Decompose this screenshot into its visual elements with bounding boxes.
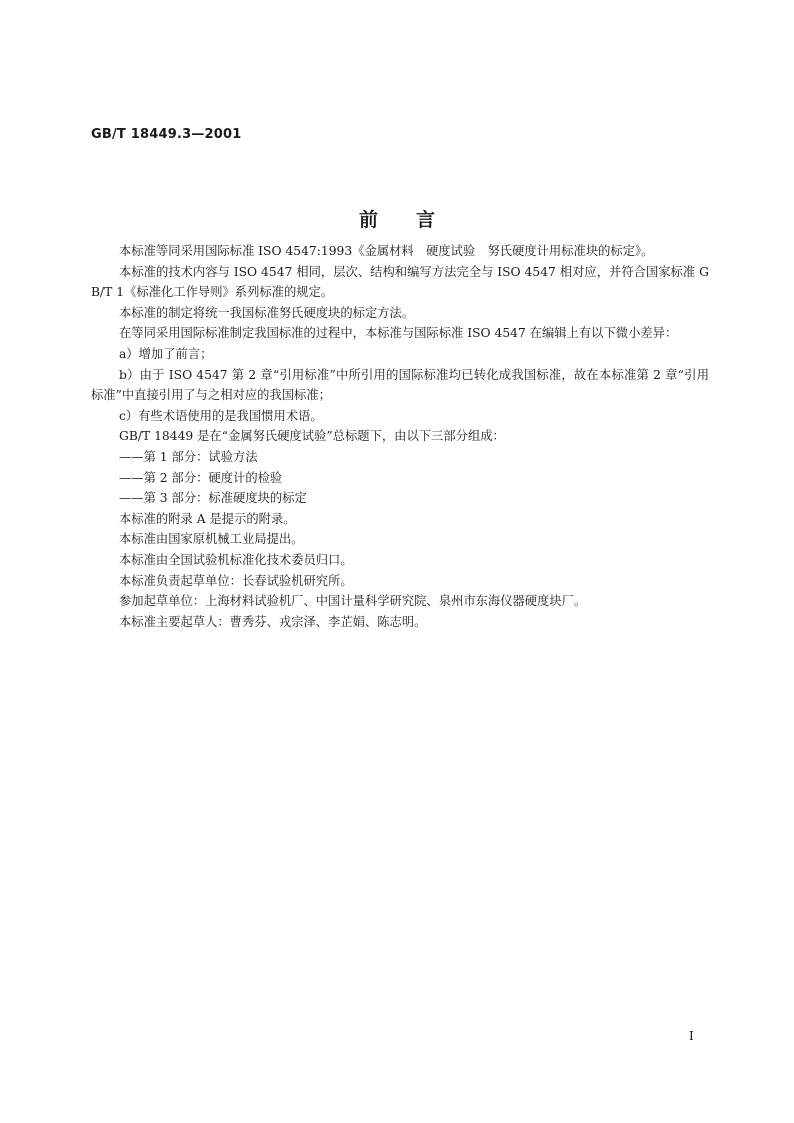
paragraph-series-structure: GB/T 18449 是在“金属努氏硬度试验”总标题下，由以下三部分组成： [119, 429, 505, 444]
difference-item-a: a）增加了前言； [119, 346, 213, 361]
part-item-2: ——第 2 部分：硬度计的检验 [119, 470, 283, 485]
part-item-3: ——第 3 部分：标准硬度块的标定 [119, 491, 307, 506]
paragraph-administered-by: 本标准由全国试验机标准化技术委员归口。 [119, 552, 353, 567]
paragraph-technical-content: 本标准的技术内容与 ISO 4547 相同，层次、结构和编写方法完全与 ISO 4547 相对应，并符合国家标准 GB/T 1《标准化工作导则》系列标准的规定。 [91, 264, 709, 300]
page-number: I [689, 1029, 694, 1043]
difference-item-c: c）有些术语使用的是我国惯用术语。 [119, 408, 323, 423]
paragraph-purpose: 本标准的制定将统一我国标准努氏硬度块的标定方法。 [119, 305, 415, 320]
foreword-body [91, 241, 709, 632]
paragraph-differences: 在等同采用国际标准制定我国标准的过程中，本标准与国际标准 ISO 4547 在编辑上有以下微小差异： [119, 326, 678, 341]
paragraph-proposed-by: 本标准由国家原机械工业局提出。 [119, 532, 304, 547]
page-title: 前言 [358, 209, 473, 231]
part-item-1: ——第 1 部分：试验方法 [119, 449, 258, 464]
paragraph-adoption: 本标准等同采用国际标准 ISO 4547:1993《金属材料 硬度试验 努氏硬度计用标准块的标定》。 [119, 244, 654, 258]
paragraph-drafters: 本标准主要起草人：曹秀芬、戎宗泽、李芷娟、陈志明。 [119, 614, 427, 629]
paragraph-participating-units: 参加起草单位：上海材料试验机厂、中国计量科学研究院、泉州市东海仪器硬度块厂。 [119, 594, 587, 609]
paragraph-drafting-unit: 本标准负责起草单位：长春试验机研究所。 [119, 573, 353, 588]
difference-item-b: b）由于 ISO 4547 第 2 章“引用标准”中所引用的国际标准均已转化成我国标准，故在本标准第 2 章“引用标准”中直接引用了与之相对应的我国标准； [91, 367, 709, 403]
standard-code: GB/T 18449.3—2001 [91, 127, 242, 142]
paragraph-appendix: 本标准的附录 A 是提示的附录。 [119, 511, 296, 526]
